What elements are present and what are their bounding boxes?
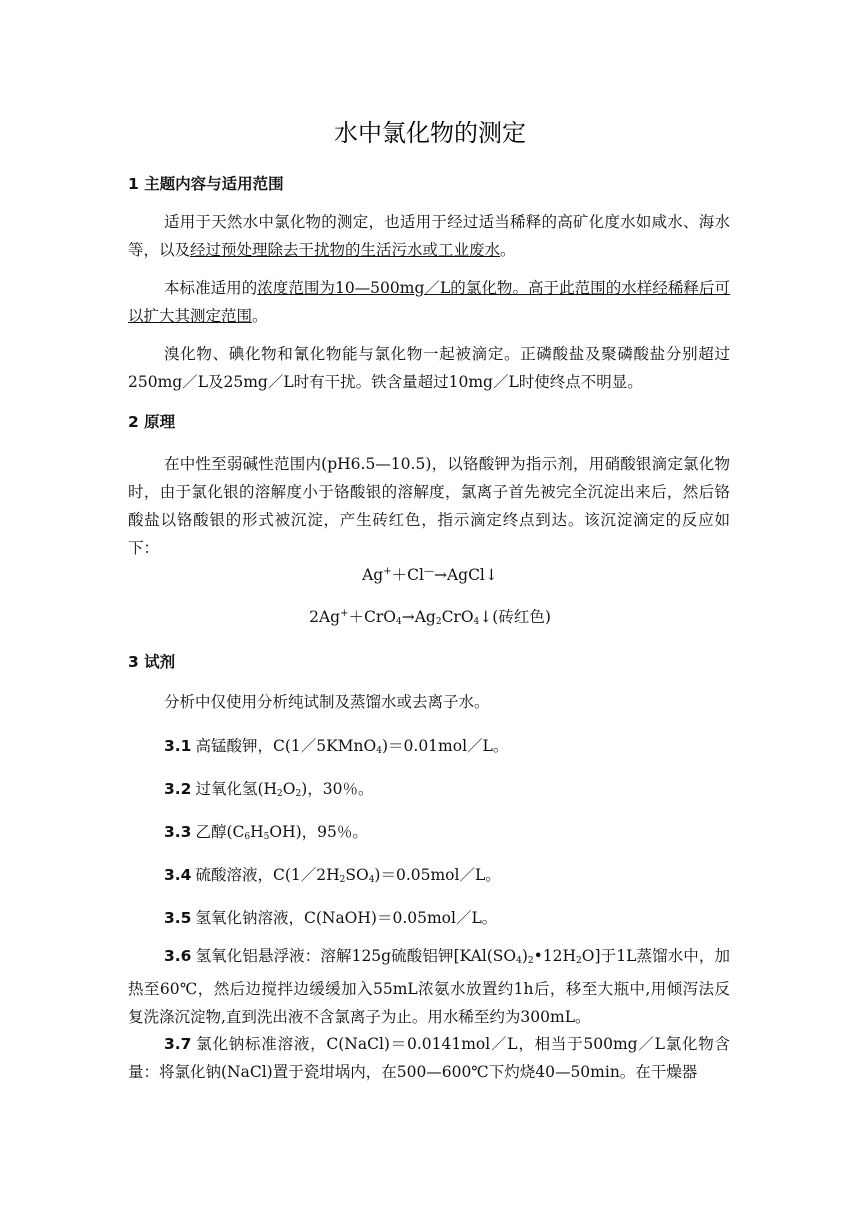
underlined-text: 经过预处理除去干扰物的生活污水或工业废水 bbox=[190, 241, 501, 259]
reagent-intro: 分析中仅使用分析纯试制及蒸馏水或去离子水。 bbox=[164, 693, 490, 711]
equation-ag2cro4: $2Ag^++CrO_4\to Ag_2CrO_4↓$(砖红色) bbox=[309, 608, 551, 627]
equation-agcl: Ag+＋Cl—→AgCl↓ bbox=[362, 566, 498, 584]
paragraph-scope bbox=[128, 208, 730, 264]
paragraph-principle: 在中性至弱碱性范围内(pH6.5—10.5)，以铬酸钾为指示剂，用硝酸银滴定氯化物时，由于氯化银的溶解度小于铬酸银的溶解度，氯离子首先被完全沉淀出来后，然后铬酸盐以铬酸银的形式被沉淀，产生砖红色，指示滴定终点到达。该沉淀滴定的反应如下： bbox=[128, 455, 730, 557]
reagent-item: 3.4 硫酸溶液，$C(1/2H_2SO_4)=0.05mol/L$。 bbox=[164, 866, 501, 885]
reagent-item: 3.1 高锰酸钾，C(1／5KMnO$_4$)＝0.01mol／L。 bbox=[164, 737, 509, 756]
paragraph-interference: 溴化物、碘化物和氰化物能与氯化物一起被滴定。正磷酸盐及聚磷酸盐分别超过250mg／L及25mg／L时有干扰。铁含量超过10mg／L时使终点不明显。 bbox=[128, 345, 730, 391]
paragraph-text: 。 bbox=[252, 307, 268, 325]
paragraph-text: 。 bbox=[500, 241, 516, 259]
paragraph-text: 适用于天然水中氯化物的测定，也适用于经过适当稀释的高矿化度水如咸水、海水等，以及 bbox=[128, 213, 730, 259]
underlined-text: 浓度范围为10—500mg／L的氯化物。高于此范围的水样经稀释后可以扩大其测定范围 bbox=[128, 279, 730, 325]
paragraph-text: 本标准适用的 bbox=[164, 279, 258, 297]
reagent-item: 3.5 氢氧化钠溶液，C(NaOH)＝0.05mol／L。 bbox=[164, 909, 498, 927]
reagent-item: 3.2 过氧化氢$(H_2O_2)$，30％。 bbox=[164, 780, 374, 799]
section-heading-3: 3 试剂 bbox=[128, 653, 176, 671]
reagent-item-nacl-standard: 3.7 氯化钠标准溶液，C(NaCl)＝0.0141mol／L，相当于500mg／L氯化物含量：将氯化钠(NaCl)置于瓷坩埚内，在500—600℃下灼烧40—50min。在干燥器 bbox=[128, 1035, 730, 1081]
reagent-item-aluminium-hydroxide: 3.6 氢氧化铝悬浮液：溶解125g硫酸铝钾$[KAl(SO_4)_2•12H_2O]$于1L蒸馏水中，加热至60℃，然后边搅拌边缓缓加入55mL浓氨水放置约1h后，移至大瓶中,用倾泻法反复洗涤沉淀物,直到洗出液不含氯离子为止。用水稀至约为300mL。 bbox=[128, 947, 730, 1026]
section-heading-1: 1 主题内容与适用范围 bbox=[128, 175, 284, 193]
section-heading-2: 2 原理 bbox=[128, 413, 176, 431]
document-title: 水中氯化物的测定 bbox=[334, 119, 526, 147]
reagent-item: 3.3 乙醇$(C_6H_5OH)$，95％。 bbox=[164, 823, 368, 842]
paragraph-range bbox=[128, 274, 730, 330]
